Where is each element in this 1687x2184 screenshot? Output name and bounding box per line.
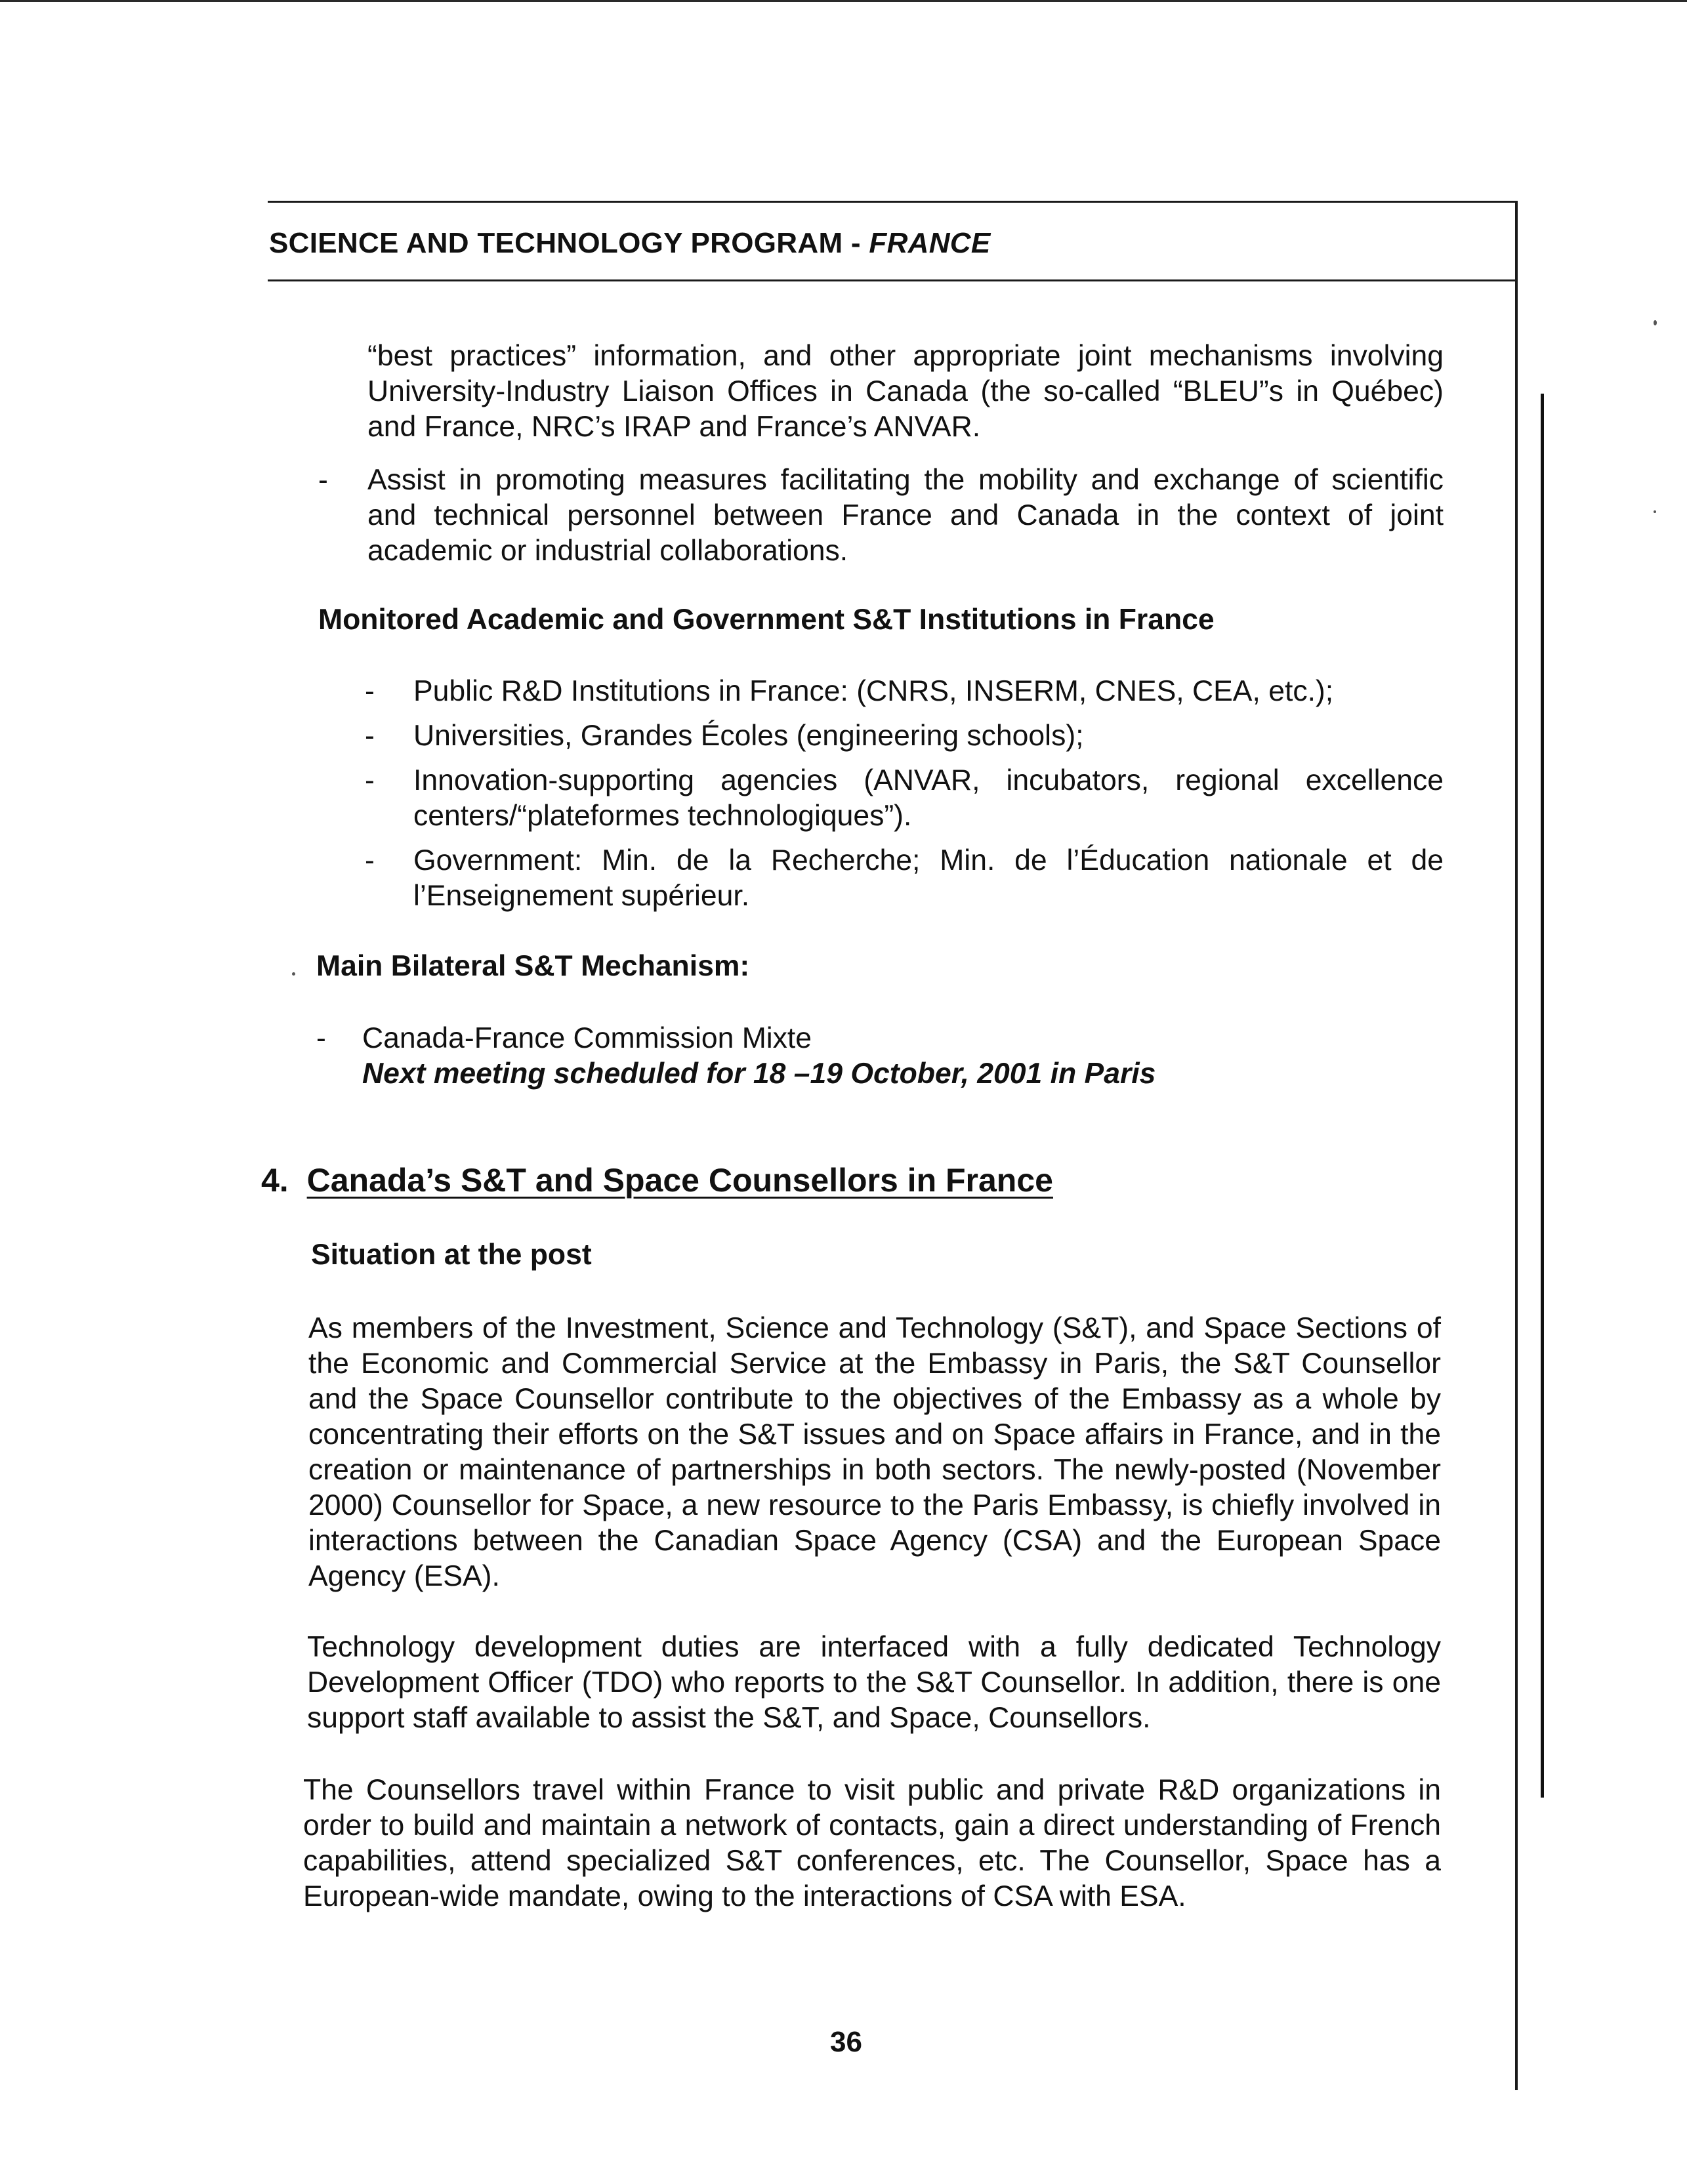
header-rule	[268, 279, 1517, 281]
scan-edge-line	[0, 0, 1687, 2]
situation-subheading: Situation at the post	[311, 1239, 592, 1271]
scan-speck	[1654, 510, 1656, 513]
section-title-text: Canada’s S&T and Space Counsellors in France	[306, 1162, 1053, 1199]
meeting-note: Next meeting scheduled for 18 –19 October, 2001 in Paris	[362, 1058, 1156, 1090]
page-header	[269, 227, 991, 260]
body-paragraph: As members of the Investment, Science and Technology (S&T), and Space Sections of the Economic and Commercial Service at the Embassy in Paris, the S&T Counsellor and the Space Counsellor contribute to the objectives of the Embassy as a whole by concentrating their efforts on the S&T issues and on Space affairs in France, and in the creation or maintenance of partnerships in both sectors. The newly-posted (November 2000) Counsellor for Space, a new resource to the Paris Embassy, is chiefly involved in interactions between the Canadian Space Agency (CSA) and the European Space Agency (ESA).	[308, 1312, 1441, 1592]
bullet-dash: -	[365, 675, 375, 707]
frame-top-rule	[268, 201, 1517, 203]
section-4-title	[261, 1161, 1053, 1199]
bullet-dash: -	[365, 764, 375, 796]
bullet-dash: -	[365, 720, 375, 752]
mechanism-item: Canada-France Commission Mixte	[362, 1022, 812, 1054]
header-country: FRANCE	[869, 227, 991, 259]
institution-item: Public R&D Institutions in France: (CNRS, INSERM, CNES, CEA, etc.);	[413, 675, 1334, 707]
revision-bar	[1541, 394, 1544, 1798]
scan-speck	[292, 972, 295, 976]
frame-right-rule	[1515, 201, 1518, 2090]
bullet-dash: -	[365, 844, 375, 876]
institution-item: Universities, Grandes Écoles (engineering schools);	[413, 720, 1084, 752]
body-paragraph: Technology development duties are interfaced with a fully dedicated Technology Development Officer (TDO) who reports to the S&T Counsellor. In addition, there is one support staff available to assist the S&T, and Space, Counsellors.	[307, 1631, 1441, 1734]
mechanism-heading: Main Bilateral S&T Mechanism:	[316, 950, 750, 982]
intro-paragraph: “best practices” information, and other appropriate joint mechanisms involving University-Industry Liaison Offices in Canada (the so-called “BLEU”s in Québec) and France, NRC’s IRAP and France’s ANVAR.	[367, 340, 1444, 443]
bullet-dash: -	[316, 1022, 326, 1054]
bullet-dash: -	[318, 464, 328, 496]
header-title: SCIENCE AND TECHNOLOGY PROGRAM -	[269, 227, 869, 259]
page-number: 36	[830, 2026, 862, 2058]
scan-speck	[1654, 320, 1657, 325]
institution-item: Innovation-supporting agencies (ANVAR, incubators, regional excellence centers/“plateformes technologiques”).	[413, 764, 1444, 832]
assist-item: Assist in promoting measures facilitating the mobility and exchange of scientific and technical personnel between France and Canada in the context of joint academic or industrial collaborations.	[367, 464, 1444, 567]
body-paragraph: The Counsellors travel within France to visit public and private R&D organizations in order to build and maintain a network of contacts, gain a direct understanding of French capabilities, attend specialized S&T conferences, etc. The Counsellor, Space has a European-wide mandate, owing to the interactions of CSA with ESA.	[303, 1774, 1441, 1912]
institution-item: Government: Min. de la Recherche; Min. de l’Éducation nationale et de l’Enseignement supérieur.	[413, 844, 1444, 912]
section-number: 4.	[261, 1162, 289, 1199]
institutions-heading: Monitored Academic and Government S&T Institutions in France	[318, 604, 1215, 636]
